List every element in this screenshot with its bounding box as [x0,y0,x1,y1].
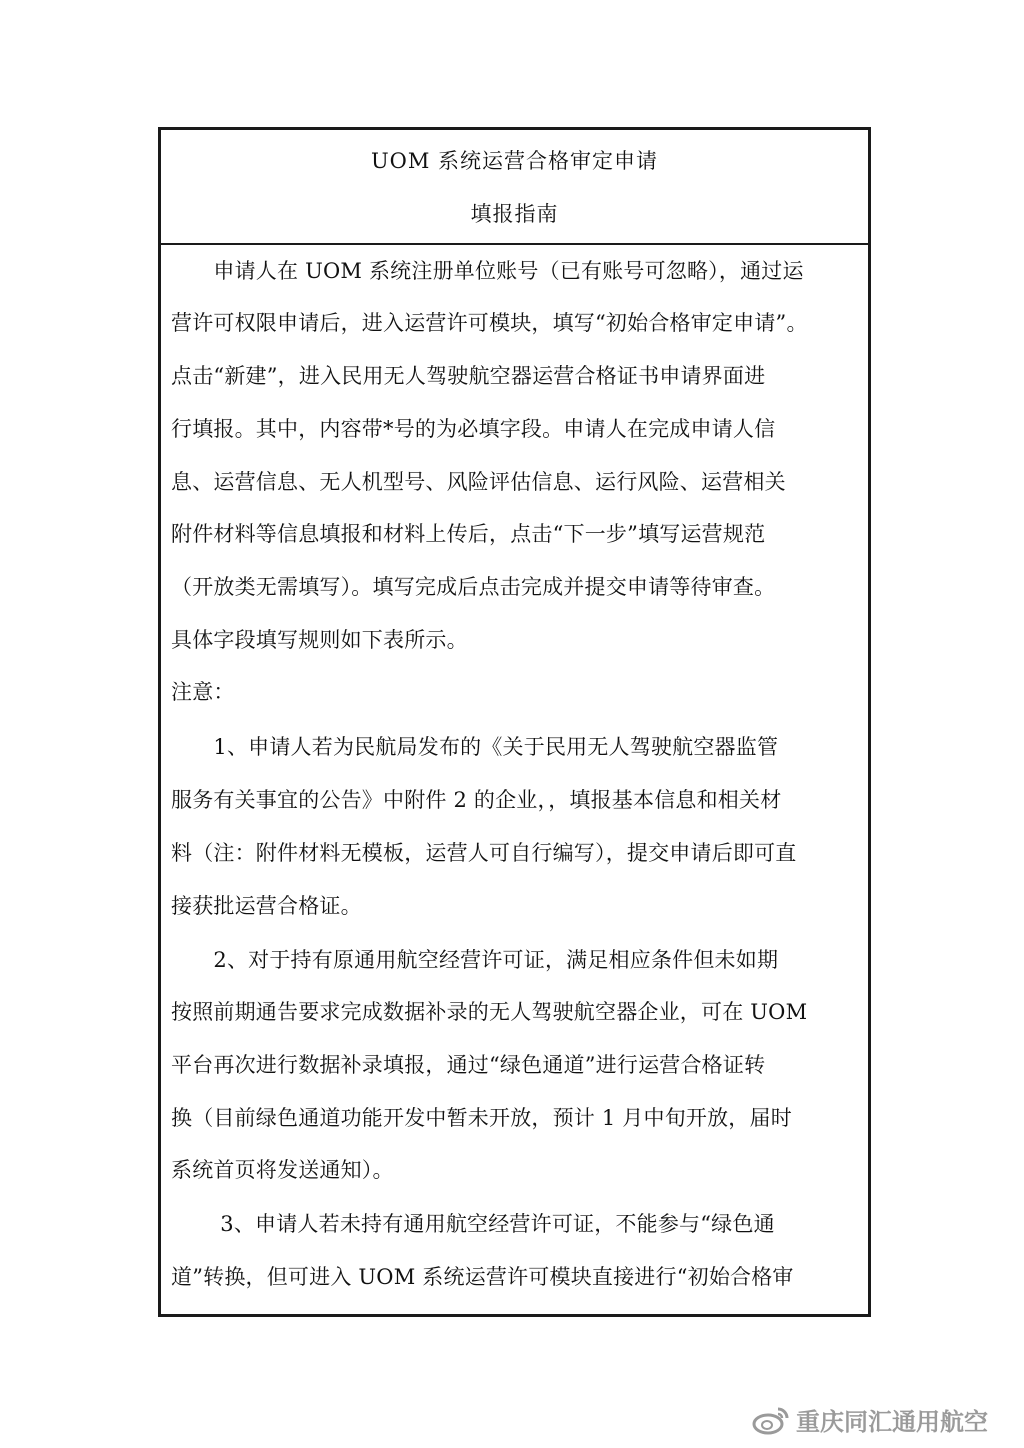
document-title: UOM 系统运营合格审定申请 [370,149,659,173]
body-line: 行填报。其中，内容带*号的为必填字段。申请人在完成申请人信 [171,417,776,441]
body-line: 具体字段填写规则如下表所示。 [171,628,468,652]
body-line: 申请人在 UOM 系统注册单位账号（已有账号可忽略），通过运 [171,259,804,283]
weibo-icon [752,1405,790,1435]
weibo-watermark [752,1402,988,1437]
body-line: 换（目前绿色通道功能开发中暂未开放，预计 1 月中旬开放，届时 [171,1106,792,1130]
body-line: 按照前期通告要求完成数据补录的无人驾驶航空器企业，可在 UOM [171,1000,808,1024]
body-line: 营许可权限申请后，进入运营许可模块，填写“初始合格审定申请”。 [171,311,808,335]
body-line: 道”转换，但可进入 UOM 系统运营许可模块直接进行“初始合格审 [171,1265,794,1289]
note-heading: 注意： [171,680,235,704]
body-line: 平台再次进行数据补录填报，通过“绿色通道”进行运营合格证转 [171,1053,766,1077]
body-line: 1、申请人若为民航局发布的《关于民用无人驾驶航空器监管 [171,735,779,759]
watermark-text: 重庆同汇通用航空 [796,1408,988,1436]
body-line: 附件材料等信息填报和材料上传后，点击“下一步”填写运营规范 [171,522,766,546]
document-subtitle: 填报指南 [470,202,559,226]
body-line: 2、对于持有原通用航空经营许可证，满足相应条件但未如期 [171,948,779,972]
body-line: 点击“新建”，进入民用无人驾驶航空器运营合格证书申请界面进 [171,364,766,388]
table-header [161,130,868,245]
body-line: 料（注：附件材料无模板，运营人可自行编写），提交申请后即可直 [171,841,797,865]
guide-table-frame [158,127,871,1317]
body-line: （开放类无需填写）。填写完成后点击完成并提交申请等待审查。 [171,575,776,599]
body-line: 系统首页将发送通知）。 [171,1158,394,1182]
body-line: 3、申请人若未持有通用航空经营许可证，不能参与“绿色通 [171,1212,775,1236]
body-line: 接获批运营合格证。 [171,894,362,918]
body-line: 息、运营信息、无人机型号、风险评估信息、运行风险、运营相关 [171,470,786,494]
body-line: 服务有关事宜的公告》中附件 2 的企业，，填报基本信息和相关材 [171,788,782,812]
